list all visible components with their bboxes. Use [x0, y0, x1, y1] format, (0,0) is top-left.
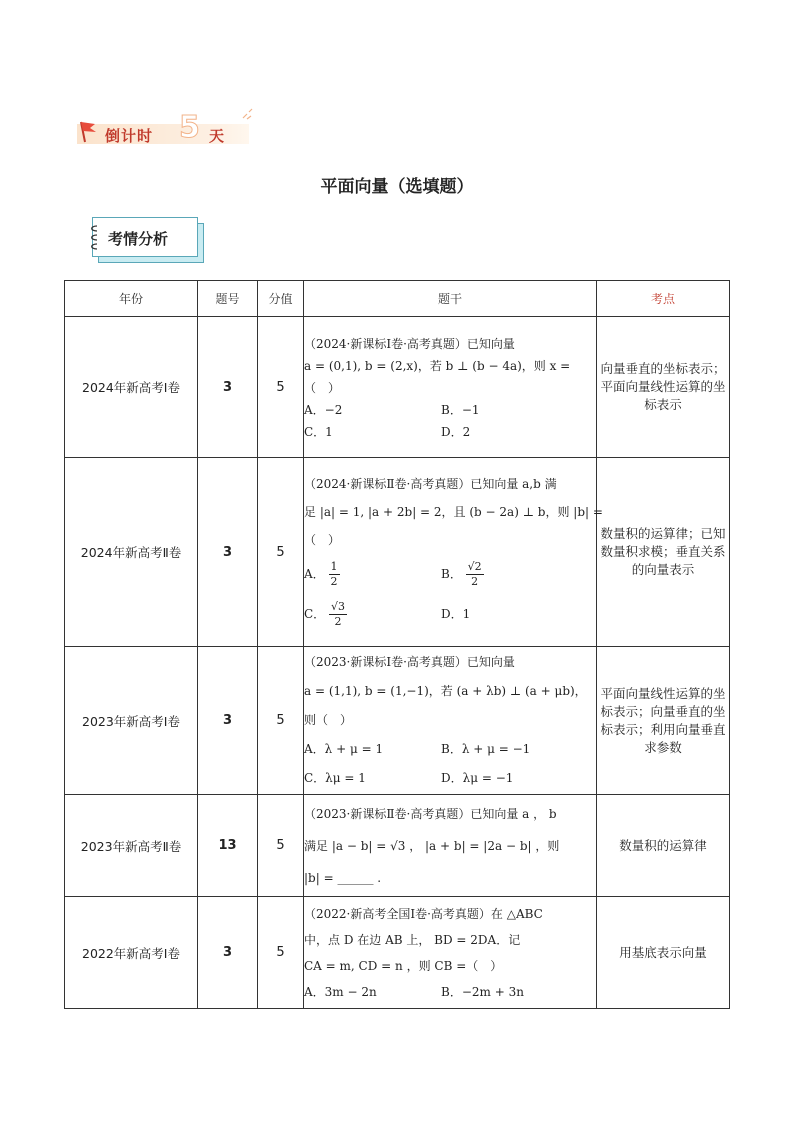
- cell-keypoint: 向量垂直的坐标表示；平面向量线性运算的坐标表示: [597, 317, 730, 458]
- option: B．−1: [441, 402, 480, 417]
- cell-num: 3: [198, 647, 258, 795]
- cell-keypoint: 平面向量线性运算的坐标表示；向量垂直的坐标表示；利用向量垂直求参数: [597, 647, 730, 795]
- table-row: [65, 897, 730, 1009]
- stem-line: a = (0,1), b = (2,x)，若 b ⊥ (b − 4a)，则 x =: [304, 358, 571, 373]
- stem-line: |b| = ______ .: [304, 870, 382, 885]
- cell-score: 5: [258, 458, 304, 647]
- option: C．1: [304, 424, 333, 439]
- exam-analysis-table: [64, 280, 730, 1009]
- cell-year: 2022年新高考Ⅰ卷: [65, 897, 198, 1009]
- stem-line: CA = m, CD = n ，则 CB =（ ）: [304, 958, 503, 973]
- table-row: [65, 458, 730, 647]
- cell-year: 2024年新高考Ⅰ卷: [65, 317, 198, 458]
- option-label: B．: [441, 566, 462, 581]
- stem-line: 中，点 D 在边 AB 上， BD = 2DA．记: [304, 932, 521, 947]
- stem-line: （2024·新课标Ⅰ卷·高考真题）已知向量: [304, 336, 515, 351]
- fraction: $\frac{√2}{2}$: [467, 559, 482, 588]
- stem-line: 满足 |a − b| = √3 ， |a + b| = |2a − b| ，则: [304, 838, 560, 853]
- banner-prefix: 倒计时: [105, 127, 154, 145]
- option: D．1: [441, 607, 471, 621]
- banner-suffix: 天: [209, 127, 225, 145]
- banner-number: 5: [179, 110, 200, 145]
- page-title: 平面向量（选填题）: [320, 177, 474, 197]
- cell-stem: [304, 317, 597, 458]
- cell-stem: [304, 458, 603, 647]
- cell-keypoint: 数量积的运算律: [597, 795, 730, 897]
- option-label: C．: [304, 606, 326, 621]
- header-stem: 题干: [304, 281, 597, 317]
- header-score: 分值: [258, 281, 304, 317]
- option: D．λμ = −1: [441, 771, 514, 785]
- cell-keypoint: 用基底表示向量: [597, 897, 730, 1009]
- stem-line: （2022·新高考全国Ⅰ卷·高考真题）在 △ABC: [304, 906, 543, 921]
- section-header: [88, 216, 202, 260]
- fraction: $\frac{√3}{2}$: [331, 599, 346, 628]
- header-year: 年份: [65, 281, 198, 317]
- table-row: [65, 647, 730, 795]
- option: D．2: [441, 424, 471, 439]
- cell-num: 3: [198, 317, 258, 458]
- stem-line: （2023·新课标Ⅱ卷·高考真题）已知向量 a ， b: [304, 806, 557, 821]
- option: B．−2m + 3n: [441, 984, 524, 999]
- cell-stem: [304, 795, 597, 897]
- section-title: 考情分析: [108, 230, 169, 248]
- cell-year: 2023年新高考Ⅱ卷: [65, 795, 198, 897]
- fraction: $\frac{1}{2}$: [330, 559, 338, 588]
- cell-score: 5: [258, 897, 304, 1009]
- option: C．λμ = 1: [304, 771, 366, 785]
- sparkle-icon: [241, 108, 255, 122]
- stem-line: （2023·新课标Ⅰ卷·高考真题）已知向量: [304, 655, 515, 669]
- option-label: A．: [304, 566, 325, 581]
- cell-num: 3: [198, 897, 258, 1009]
- header-num: 题号: [198, 281, 258, 317]
- stem-line: （2024·新课标Ⅱ卷·高考真题）已知向量 a,b 满: [304, 477, 557, 491]
- cell-stem: [304, 897, 597, 1009]
- flag-icon: [75, 118, 101, 144]
- option: B．λ + μ = −1: [441, 742, 531, 756]
- table-header-row: [65, 281, 730, 317]
- table-row: [65, 795, 730, 897]
- option: A．3m − 2n: [304, 984, 377, 999]
- stem-line: （ ）: [304, 533, 341, 547]
- table-row: [65, 317, 730, 458]
- header-keypoint: 考点: [597, 281, 730, 317]
- cell-year: 2023年新高考Ⅰ卷: [65, 647, 198, 795]
- option: A．λ + μ = 1: [304, 742, 384, 756]
- option: A．−2: [304, 402, 343, 417]
- binder-rings-icon: [88, 223, 100, 253]
- stem-line: 则（ ）: [304, 713, 353, 727]
- cell-keypoint: 数量积的运算律；已知数量积求模；垂直关系的向量表示: [597, 458, 730, 647]
- stem-line: 足 |a| = 1, |a + 2b| = 2，且 (b − 2a) ⊥ b，则 |b| =: [304, 505, 603, 519]
- cell-year: 2024年新高考Ⅱ卷: [65, 458, 198, 647]
- cell-score: 5: [258, 795, 304, 897]
- cell-num: 13: [198, 795, 258, 897]
- cell-score: 5: [258, 317, 304, 458]
- cell-stem: [304, 647, 597, 795]
- stem-line: （ ）: [304, 380, 341, 395]
- stem-line: a = (1,1), b = (1,−1)，若 (a + λb) ⊥ (a + μb)，: [304, 684, 587, 698]
- cell-score: 5: [258, 647, 304, 795]
- countdown-banner: [75, 112, 251, 146]
- cell-num: 3: [198, 458, 258, 647]
